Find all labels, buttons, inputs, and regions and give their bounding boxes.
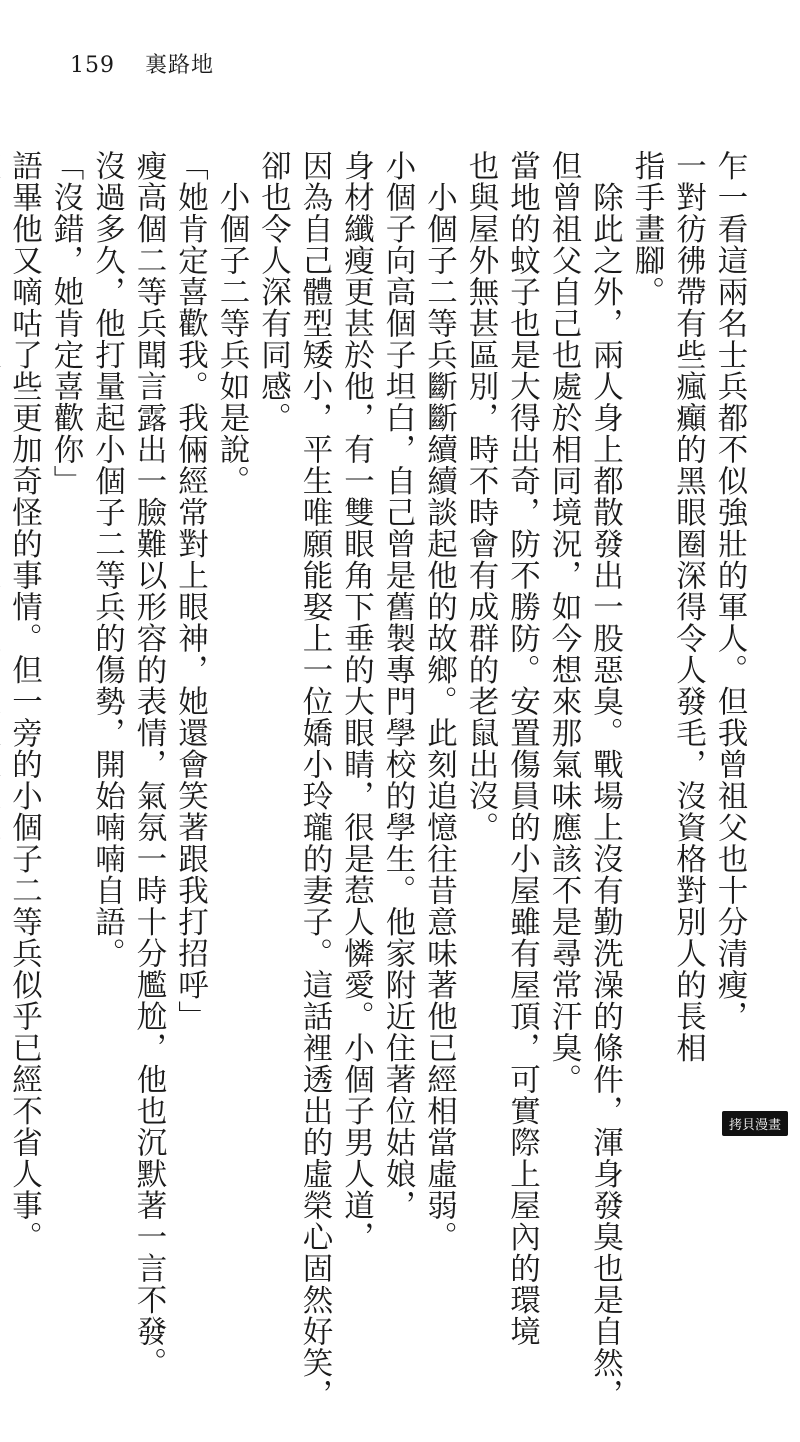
- page-number: 159: [70, 53, 115, 78]
- text-line: 語畢他又嘀咕了些更加奇怪的事情。但一旁的小個子二等兵似乎已經不省人事。: [6, 150, 42, 1253]
- text-line: 指手畫腳。: [629, 150, 664, 308]
- text-line: 瘦高個二等兵聞言露出一臉難以形容的表情，氣氛一時十分尷尬，他也沉默著一言不發。: [131, 150, 166, 1379]
- text-line: 沒過多久，他打量起小個子二等兵的傷勢，開始喃喃自語。: [89, 150, 125, 969]
- text-line: 「沒錯，她肯定喜歡你」: [48, 150, 83, 497]
- text-line: 但曾祖父自己也處於相同境況，如今想來那氣味應該不是尋常汗臭。: [546, 150, 581, 1095]
- text-line: 乍一看這兩名士兵都不似強壯的軍人。但我曾祖父也十分清瘦，: [712, 150, 747, 1032]
- text-line: 也與屋外無甚區別，時不時會有成群的老鼠出沒。: [463, 150, 498, 843]
- text-line: 小個子二等兵斷斷續續談起他的故鄉。此刻追憶往昔意味著他已經相當虛弱。: [421, 150, 457, 1253]
- text-line: 身材纖瘦更甚於他，有一雙眼角下垂的大眼睛，很是惹人憐愛。小個子男人道，: [338, 150, 374, 1253]
- text-line: 因為自己體型矮小，平生唯願能娶上一位嬌小玲瓏的妻子。這話裡透出的虛榮心固然好笑，: [297, 150, 332, 1410]
- text-line: 卻也令人深有同感。: [255, 150, 291, 434]
- text-line: 小個子二等兵如是說。: [214, 150, 249, 497]
- text-line: 小個子向高個子坦白，自己曾是舊製專門學校的學生。他家附近住著位姑娘，: [380, 150, 415, 1221]
- text-line: 「她肯定喜歡我。我倆經常對上眼神，她還會笑著跟我打招呼」: [172, 150, 208, 1032]
- text-line: 一對彷彿帶有些瘋癲的黑眼圈深得令人發毛，沒資格對別人的長相: [670, 150, 706, 1064]
- watermark: 拷貝漫畫: [722, 1111, 788, 1136]
- page-header: [70, 48, 214, 79]
- text-line: 除此之外，兩人身上都散發出一股惡臭。戰場上沒有勤洗澡的條件，渾身發臭也是自然，: [587, 150, 623, 1410]
- book-title: 裏路地: [145, 53, 215, 78]
- vertical-text-body: [6, 150, 750, 1410]
- text-line: 當地的蚊子也是大得出奇，防不勝防。安置傷員的小屋雖有屋頂，可實際上屋內的環境: [504, 150, 540, 1347]
